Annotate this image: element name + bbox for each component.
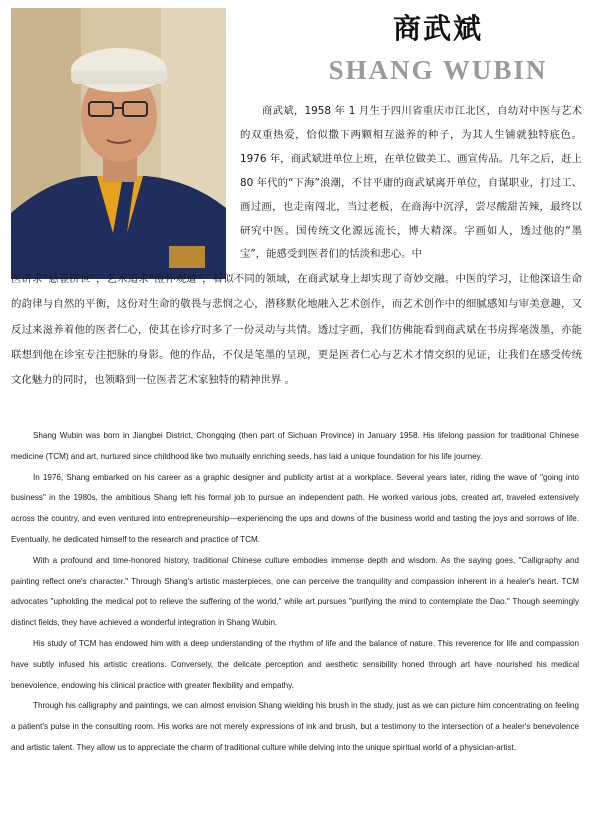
english-biography — [11, 426, 579, 759]
page-title-chinese: 商武斌 — [392, 12, 483, 45]
portrait-photo — [11, 8, 226, 279]
portrait-illustration — [11, 8, 226, 279]
english-paragraph-1: Shang Wubin was born in Jiangbei District, Chongqing (then part of Sichuan Province) in January 1958. His lifelong passion for traditional Chinese medicine (TCM) and art, nurtured since childhood like two mutually enriching seeds, has laid a unique foundation for his life journey. — [11, 431, 579, 461]
english-paragraph-5: Through his calligraphy and paintings, we can almost envision Shang wielding his brush in the study, just as we can picture him concentrating on feeling a patient's pulse in the consulting room. His works are not merely expressions of ink and brush, but a testimony to the intersection of a healer's benevolence and artistic talent. They allow us to appreciate the charm of traditional culture while delving into the unique spiritual world of a physician-artist. — [11, 701, 579, 752]
page-title-english: SHANG WUBIN — [328, 55, 548, 85]
english-paragraph-3: With a profound and time-honored history, traditional Chinese culture embodies immense depth and wisdom. As the saying goes, "Calligraphy and painting reflect one's character." Through Shang's artistic masterpieces, one can perceive the tranquility and compassion inherent in a healer's heart. TCM advocates "upholding the medical pot to relieve the suffering of the world," while art pursues "purifying the mind to contemplate the Dao." Though seemingly distinct fields, they have achieved a wonderful integration in Shang Wubin. — [11, 555, 579, 628]
english-paragraph-4: His study of TCM has endowed him with a deep understanding of the rhythm of life and the balance of nature. This reverence for life and compassion have subtly infused his artistic creations. Conversely, the delicate perception and aesthetic sensibility honed through art have nourished his medical benevolence, endowing his clinical practice with greater flexibility and empathy. — [11, 638, 579, 690]
chinese-body-paragraph: 医讲求“悬壶济世”，艺术追求“澄怀观道”，看似不同的领域，在商武斌身上却实现了奇妙交融。中医的学习，让他深谙生命的韵律与自然的平衡，这份对生命的敬畏与悲悯之心，潜移默化地融入艺术创作，而艺术创作中的细腻感知与审美意趣，又反过来滋养着他的医者仁心，使其在诊疗时多了一份灵动与共情。透过字画，我们仿佛能看到商武斌在书房挥毫泼墨，亦能联想到他在诊室专注把脉的身影。他的作品，不仅是笔墨的呈现，更是医者仁心与艺术才情交织的见证，让我们在感受传统文化魅力的同时，也领略到一位医者艺术家独特的精神世界 。 — [11, 273, 582, 387]
chinese-intro-paragraph: 商武斌，1958 年 1 月生于四川省重庆市江北区，自幼对中医与艺术的双重热爱，恰似撒下两颗相互滋养的种子，为其人生铺就独特底色。1976 年，商武斌进单位上班，在单位做美工、画宣传品。几年之后，赶上 80 年代的“下海”浪潮，不甘平庸的商武斌离开单位，自谋职业，打过工、画过画，也走南闯北，当过老板，在商海中沉浮，尝尽酸甜苦辣，最终以研究中医。国传统文化源远流长，博大精深。字画如人，透过他的“墨宝”，能感受到医者们的恬淡和悲心。中 — [240, 105, 582, 261]
english-paragraph-2: In 1976, Shang embarked on his career as a graphic designer and publicity artist at a workplace. Several years later, riding the wave of "going into business" in the 1980s, the ambitious Shang left his formal job to pursue an independent path. He worked various jobs, created art, traveled extensively across the country, and even ventured into entrepreneurship—experiencing the ups and downs of the business world and tasting the joys and sorrows of life. Eventually, he dedicated himself to the research and practice of TCM. — [11, 472, 579, 544]
